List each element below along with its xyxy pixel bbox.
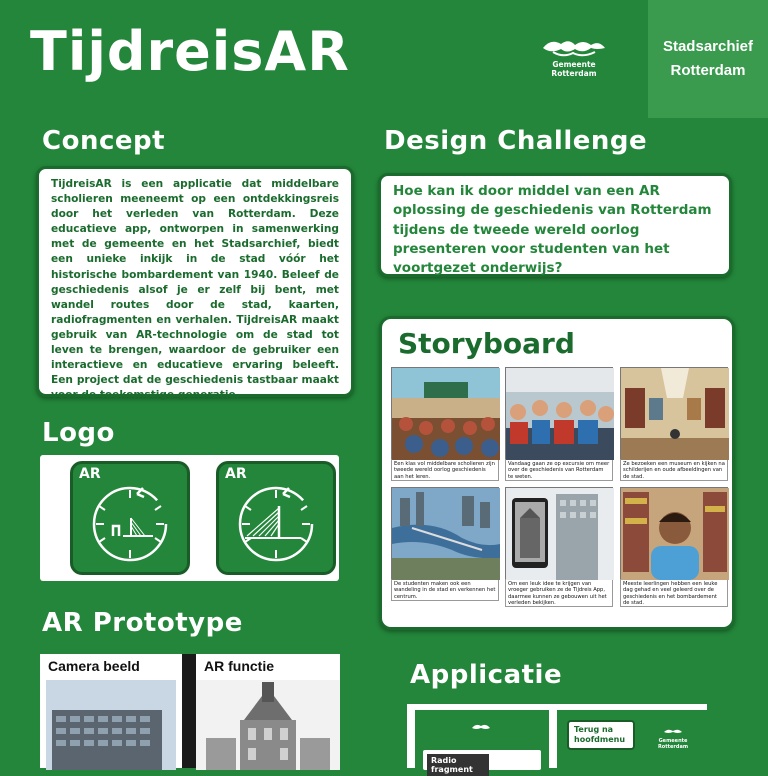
camera-building-image [40, 680, 182, 770]
camera-label: Camera beeld [48, 658, 140, 674]
divider [182, 654, 196, 768]
storyboard-panel [505, 487, 613, 607]
page-title: TijdreisAR [30, 20, 350, 83]
logo-heading: Logo [42, 418, 115, 448]
storyboard-caption: Een klas vol middelbare scholieren zijn tweede wereld oorlog geschiedenis aan het leren. [391, 459, 499, 481]
storyboard-panel [620, 487, 728, 607]
storyboard-caption: Vandaag gaan ze op excursie om meer over de geschiedenis van Rotterdam te weten. [505, 459, 613, 481]
historic-building-image [196, 680, 340, 770]
ar-function-label: AR functie [204, 658, 274, 674]
camera-view [40, 654, 182, 768]
storyboard-panel [391, 367, 499, 481]
lion-emblem-icon [539, 36, 609, 60]
bus-illustration [505, 367, 613, 459]
city-illustration [391, 487, 499, 579]
classroom-illustration [391, 367, 499, 459]
radio-fragment-card[interactable] [423, 750, 541, 774]
clock-bridge-icon [219, 464, 333, 572]
applicatie-heading: Applicatie [410, 660, 563, 690]
mini-gemeente-logo [653, 728, 693, 750]
concept-card [36, 166, 354, 402]
challenge-card [378, 173, 732, 277]
mini-gemeente-line2: Rotterdam [657, 744, 689, 750]
ar-badge: AR [79, 466, 101, 482]
mini-gemeente-line1: Gemeente [658, 738, 688, 744]
museum-illustration [620, 367, 728, 459]
gemeente-mini-logo-icon [471, 722, 491, 734]
app-screen-radio [415, 710, 549, 774]
phone-ar-illustration [505, 487, 613, 579]
ar-badge: AR [225, 466, 247, 482]
back-to-menu-button[interactable] [567, 720, 635, 750]
challenge-text: Hoe kan ik door middel van een AR oplossing de geschiedenis van Rotterdam tijdens de tweede wereld oorlog presenteren voor studenten van het voortgezet onderwijs? [393, 183, 712, 277]
storyboard-caption: De studenten maken ook een wandeling in de stad en verkennen het centrum. [391, 579, 499, 601]
storyboard-caption: Ze bezoeken een museum en kijken na schilderijen en oude afbeeldingen van de stad. [620, 459, 728, 481]
gemeente-rotterdam-logo [533, 36, 615, 78]
prototype-panel [40, 654, 340, 768]
storyboard-panel [391, 487, 499, 601]
logo-card [40, 455, 339, 581]
back-label-2: hoofdmenu [574, 735, 626, 744]
storyboard-panel [620, 367, 728, 481]
stadsarchief-line2: Rotterdam [670, 62, 746, 79]
student-illustration [620, 487, 728, 579]
logo-variant-2 [216, 461, 336, 575]
app-screen-menu [557, 710, 707, 770]
storyboard-caption: Om een leuk idee te krijgen van vroeger gebruiken ze de Tijdreis App, daarmee kunnen ze gebouwen uit het verleden bekijken. [505, 579, 613, 607]
gemeente-mini-logo-icon [663, 728, 683, 736]
stadsarchief-line1: Stadsarchief [662, 38, 754, 55]
app-screens [407, 704, 707, 774]
prototype-heading: AR Prototype [42, 608, 243, 638]
concept-heading: Concept [42, 126, 166, 156]
storyboard-panel [505, 367, 613, 481]
challenge-heading: Design Challenge [384, 126, 648, 156]
concept-text: TijdreisAR is een applicatie dat middelbare scholieren meeneemt op een ontdekkingsreis door het verleden van Rotterdam. Deze educatieve app, ontworpen in samenwerking met de gemeente en het Stadsarchief, biedt een unieke inkijk in de stad vóór het historische bombardement van 1940. Beleef de geschiedenis alsof je er zelf bij bent, met wandel routes door de stad, kaarten, radiofragmenten en verhalen. TijdreisAR maakt gebruik van AR-technologie om de stad tot leven te brengen, waardoor de gebruiker een interactieve en educatieve ervaring beleeft. Een project dat de geschiedenis tastbaar maakt voor de toekomstige generatie. [51, 178, 339, 402]
radio-fragment-label: Radio fragment [427, 754, 489, 776]
stadsarchief-logo [648, 0, 768, 118]
logo-variant-1 [70, 461, 190, 575]
clock-bridge-icon [73, 464, 187, 572]
storyboard-heading: Storyboard [398, 327, 575, 360]
gemeente-line1: Gemeente [552, 60, 596, 69]
gemeente-line2: Rotterdam [551, 69, 597, 78]
storyboard-card [379, 316, 735, 630]
back-label-1: Terug na [574, 725, 614, 734]
ar-function-view [196, 654, 340, 768]
storyboard-caption: Meeste leerlingen hebben een leuke dag gehad en veel geleerd over de geschiedenis en het bombardement de stad. [620, 579, 728, 607]
